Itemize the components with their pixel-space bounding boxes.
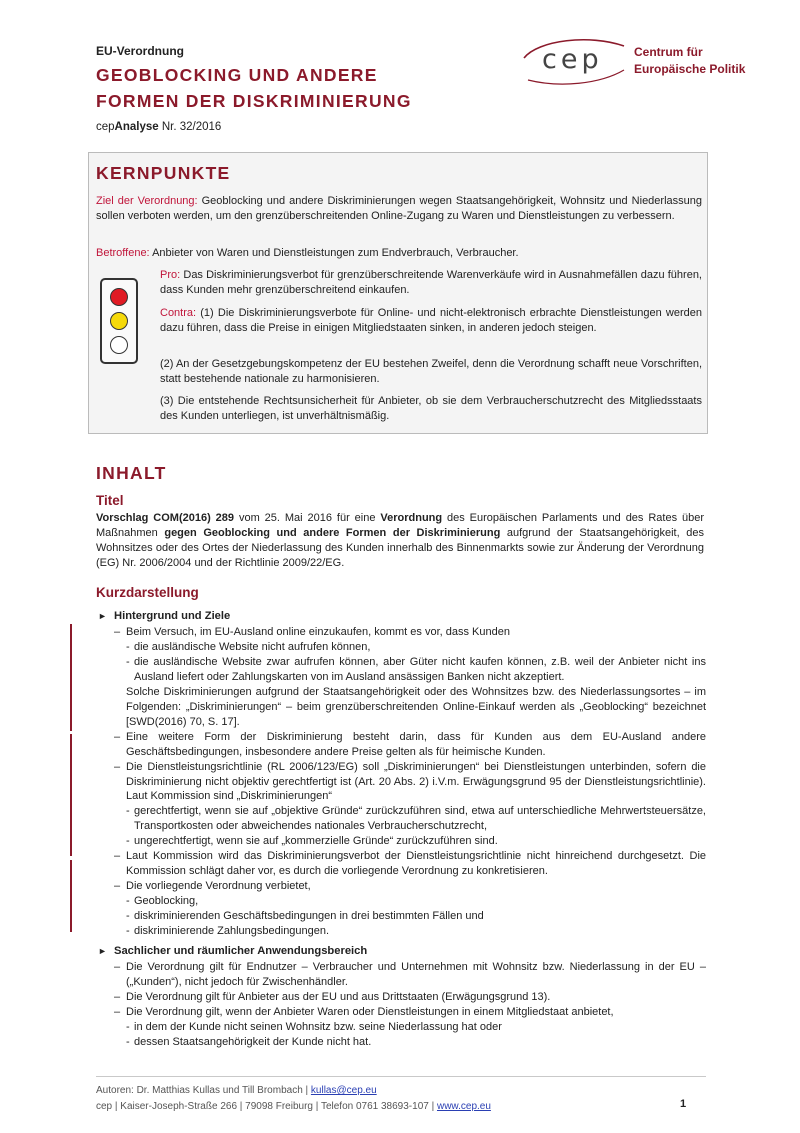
titel-paragraph (96, 511, 704, 571)
kernpunkte-heading: KERNPUNKTE (96, 163, 231, 183)
footer-address (96, 1099, 491, 1115)
list-item: – Die Verordnung gilt, wenn der Anbieter Waren oder Dienstleistungen in einem Mitgliedstaat anbietet, (114, 1005, 706, 1020)
section-anwendungsbereich-title: Sachlicher und räumlicher Anwendungsbereich (114, 945, 368, 957)
ziel-text: Geoblocking und andere Diskriminierungen wegen Staatsangehörigkeit, Wohnsitz und Niederlassung sollen verboten werden, um den grenzüberschreitenden Online-Zugang zu Waren und Dienstleistungen zu verbessern. (96, 195, 702, 222)
page-footer (96, 1083, 491, 1114)
pro-label: Pro: (160, 269, 181, 281)
series-number (96, 120, 221, 136)
change-bar-3 (70, 860, 72, 932)
list-subitem: - in dem der Kunde nicht seinen Wohnsitz bzw. seine Niederlassung hat oder (114, 1020, 706, 1035)
change-bar-2 (70, 734, 72, 856)
betroffene-text: Anbieter von Waren und Dienstleistungen zum Endverbrauch, Verbraucher. (149, 247, 519, 259)
series-prefix: cep (96, 121, 115, 133)
document-kicker: EU-Verordnung (96, 44, 185, 58)
ziel-label: Ziel der Verordnung: (96, 195, 198, 207)
list-item: – Die Verordnung gilt für Endnutzer – Verbraucher und Unternehmen mit Wohnsitz bzw. Niederlassung in der EU – („Kunden“), nicht jedoch für Zwischenhändler. (114, 960, 706, 990)
list-subitem: - die ausländische Website zwar aufrufen können, aber Güter nicht kaufen können, z.B. weil der Anbieter nicht ins Ausland liefert oder Zahlungskarten von im Ausland ansässigen Banken nicht akzeptiert. (114, 655, 706, 685)
document-title (96, 62, 516, 115)
kurzdarstellung-heading: Kurzdarstellung (96, 585, 199, 600)
betroffene-label: Betroffene: (96, 247, 150, 259)
bullet-arrow-icon: ► (98, 946, 107, 956)
list-continuation: Solche Diskriminierungen aufgrund der Staatsangehörigkeit oder des Wohnsitzes bzw. des Niederlassungsortes – im Folgenden: „Diskriminierungen“ – beim grenzüberschreitenden Online-Einkauf werden als „Geoblocking“ bezeichnet [SWD(2016) 70, S. 17]. (126, 685, 706, 728)
series-bold: Analyse (114, 121, 159, 133)
change-bar-1 (70, 624, 72, 731)
list-item: – Die Dienstleistungsrichtlinie (RL 2006/123/EG) soll „Diskriminierungen“ bei Dienstleistungen unterbinden, sofern die Diskriminierung nicht objektiv gerechtfertigt ist (Art. 20 Abs. 2) i.V.m. Erwägungsgrund 95 der Dienstleistungsrichtlinie). Laut Kommission sind „Diskriminierungen“ (114, 760, 706, 805)
list-item: – Die vorliegende Verordnung verbietet, (114, 879, 706, 894)
list-subitem: - diskriminierende Zahlungsbedingungen. (114, 924, 706, 939)
author-email-link[interactable]: kullas@cep.eu (310, 1085, 377, 1096)
logo-line-2: Europäische Politik (634, 61, 746, 76)
red-light-icon (110, 288, 128, 306)
page-number: 1 (680, 1098, 687, 1110)
section-hintergrund-list (114, 625, 706, 939)
titel-text-1: vom 25. Mai 2016 für eine (234, 512, 381, 524)
kp-contra-2: (2) An der Gesetzgebungskompetenz der EU bestehen Zweifel, denn die Verordnung schafft neue Vorschriften, statt bestehende nationale zu harmonisieren. (160, 358, 702, 385)
title-line-1: GEOBLOCKING UND ANDERE (96, 65, 378, 85)
series-rest: Nr. 32/2016 (158, 121, 222, 133)
cep-logo (520, 36, 760, 86)
footer-authors-text: Autoren: Dr. Matthias Kullas und Till Brombach | (96, 1085, 311, 1096)
kp-ziel (96, 194, 702, 224)
titel-text-3: aufgrund der Staatsangehörigkeit, des Wohnsitzes oder des Ortes der Niederlassung des Kunden innerhalb des Binnenmarkts sowie zur Änderung der Verordnung (EG) Nr. 2006/2004 und der Richtlinie 2009/22/EG. (96, 526, 704, 569)
list-subitem: - dessen Staatsangehörigkeit der Kunde nicht hat. (114, 1035, 706, 1050)
titel-text-2: des Europäischen Parlaments und des Rates über Maßnahmen (96, 512, 705, 539)
footer-authors (96, 1083, 491, 1099)
section-hintergrund-heading (98, 609, 230, 624)
footer-divider (96, 1076, 706, 1077)
section-anwendungsbereich-list (114, 960, 706, 1050)
kp-contra-3: (3) Die entstehende Rechtsunsicherheit für Anbieter, ob sie dem Verbraucherschutzrecht des Mitgliedsstaats des Kunden unterliegen, ist unverhältnismäßig. (160, 395, 702, 422)
titel-subject: gegen Geoblocking und andere Formen der Diskriminierung (164, 526, 501, 539)
off-light-icon (110, 336, 128, 354)
titel-heading: Titel (96, 493, 124, 508)
list-item: – Laut Kommission wird das Diskriminierungsverbot der Dienstleistungsrichtlinie nicht hinreichend durchgesetzt. Die Kommission schlägt daher vor, es durch die vorliegende Verordnung zu konkretisieren. (114, 849, 706, 879)
list-item: – Die Verordnung gilt für Anbieter aus der EU und aus Drittstaaten (Erwägungsgrund 13). (114, 990, 706, 1005)
pro-text: Das Diskriminierungsverbot für grenzüberschreitende Warenverkäufe wird in Ausnahmefällen dazu führen, dass Kunden mehr grenzüberschreitend einkaufen. (160, 269, 702, 296)
section-hintergrund-title: Hintergrund und Ziele (114, 610, 231, 622)
kp-betroffene (96, 246, 702, 261)
footer-address-text: cep | Kaiser-Joseph-Straße 266 | 79098 Freiburg | Telefon 0761 38693-107 | (96, 1100, 437, 1112)
titel-doc-ref: Vorschlag COM(2016) 289 (96, 512, 235, 524)
titel-verordnung: Verordnung (380, 512, 443, 524)
website-link[interactable]: www.cep.eu (436, 1100, 491, 1112)
list-subitem: - gerechtfertigt, wenn sie auf „objektive Gründe“ zurückzuführen sind, etwa auf unterschiedliche Mehrwertsteuersätze, Transportkosten oder abweichendes nationales Verbraucherschutzrecht, (114, 804, 706, 834)
bullet-arrow-icon: ► (98, 611, 107, 621)
title-line-2: FORMEN DER DISKRIMINIERUNG (96, 91, 412, 112)
list-item: – Eine weitere Form der Diskriminierung besteht darin, dass für Kunden aus dem EU-Ausland andere Geschäftsbedingungen, insbesondere andere Preise gelten als für heimische Kunden. (114, 730, 706, 760)
list-subitem: - die ausländische Website nicht aufrufen können, (114, 640, 706, 655)
list-item: – Beim Versuch, im EU-Ausland online einzukaufen, kommt es vor, dass Kunden (114, 625, 706, 640)
kp-pro (160, 268, 702, 298)
logo-text (634, 44, 745, 78)
list-subitem: - Geoblocking, (114, 894, 706, 909)
inhalt-heading: INHALT (96, 463, 167, 483)
kp-contra (160, 306, 702, 336)
contra-text: (1) Die Diskriminierungsverbote für Online- und nicht-elektronisch erbrachte Dienstleistungen werden dazu führen, dass die Preise in einigen Mitgliedstaaten sinken, in anderen jedoch steigen. (160, 307, 702, 334)
section-anwendungsbereich-heading (98, 944, 367, 959)
logo-word: cep (542, 44, 603, 75)
traffic-light-icon (100, 278, 138, 364)
contra-label: Contra: (160, 307, 197, 319)
list-subitem: - diskriminierenden Geschäftsbedingungen in drei bestimmten Fällen und (114, 909, 706, 924)
list-subitem: - ungerechtfertigt, wenn sie auf „kommerzielle Gründe“ zurückzuführen sind. (114, 834, 706, 849)
yellow-light-icon (110, 312, 128, 330)
logo-line-1: Centrum für (634, 45, 703, 59)
